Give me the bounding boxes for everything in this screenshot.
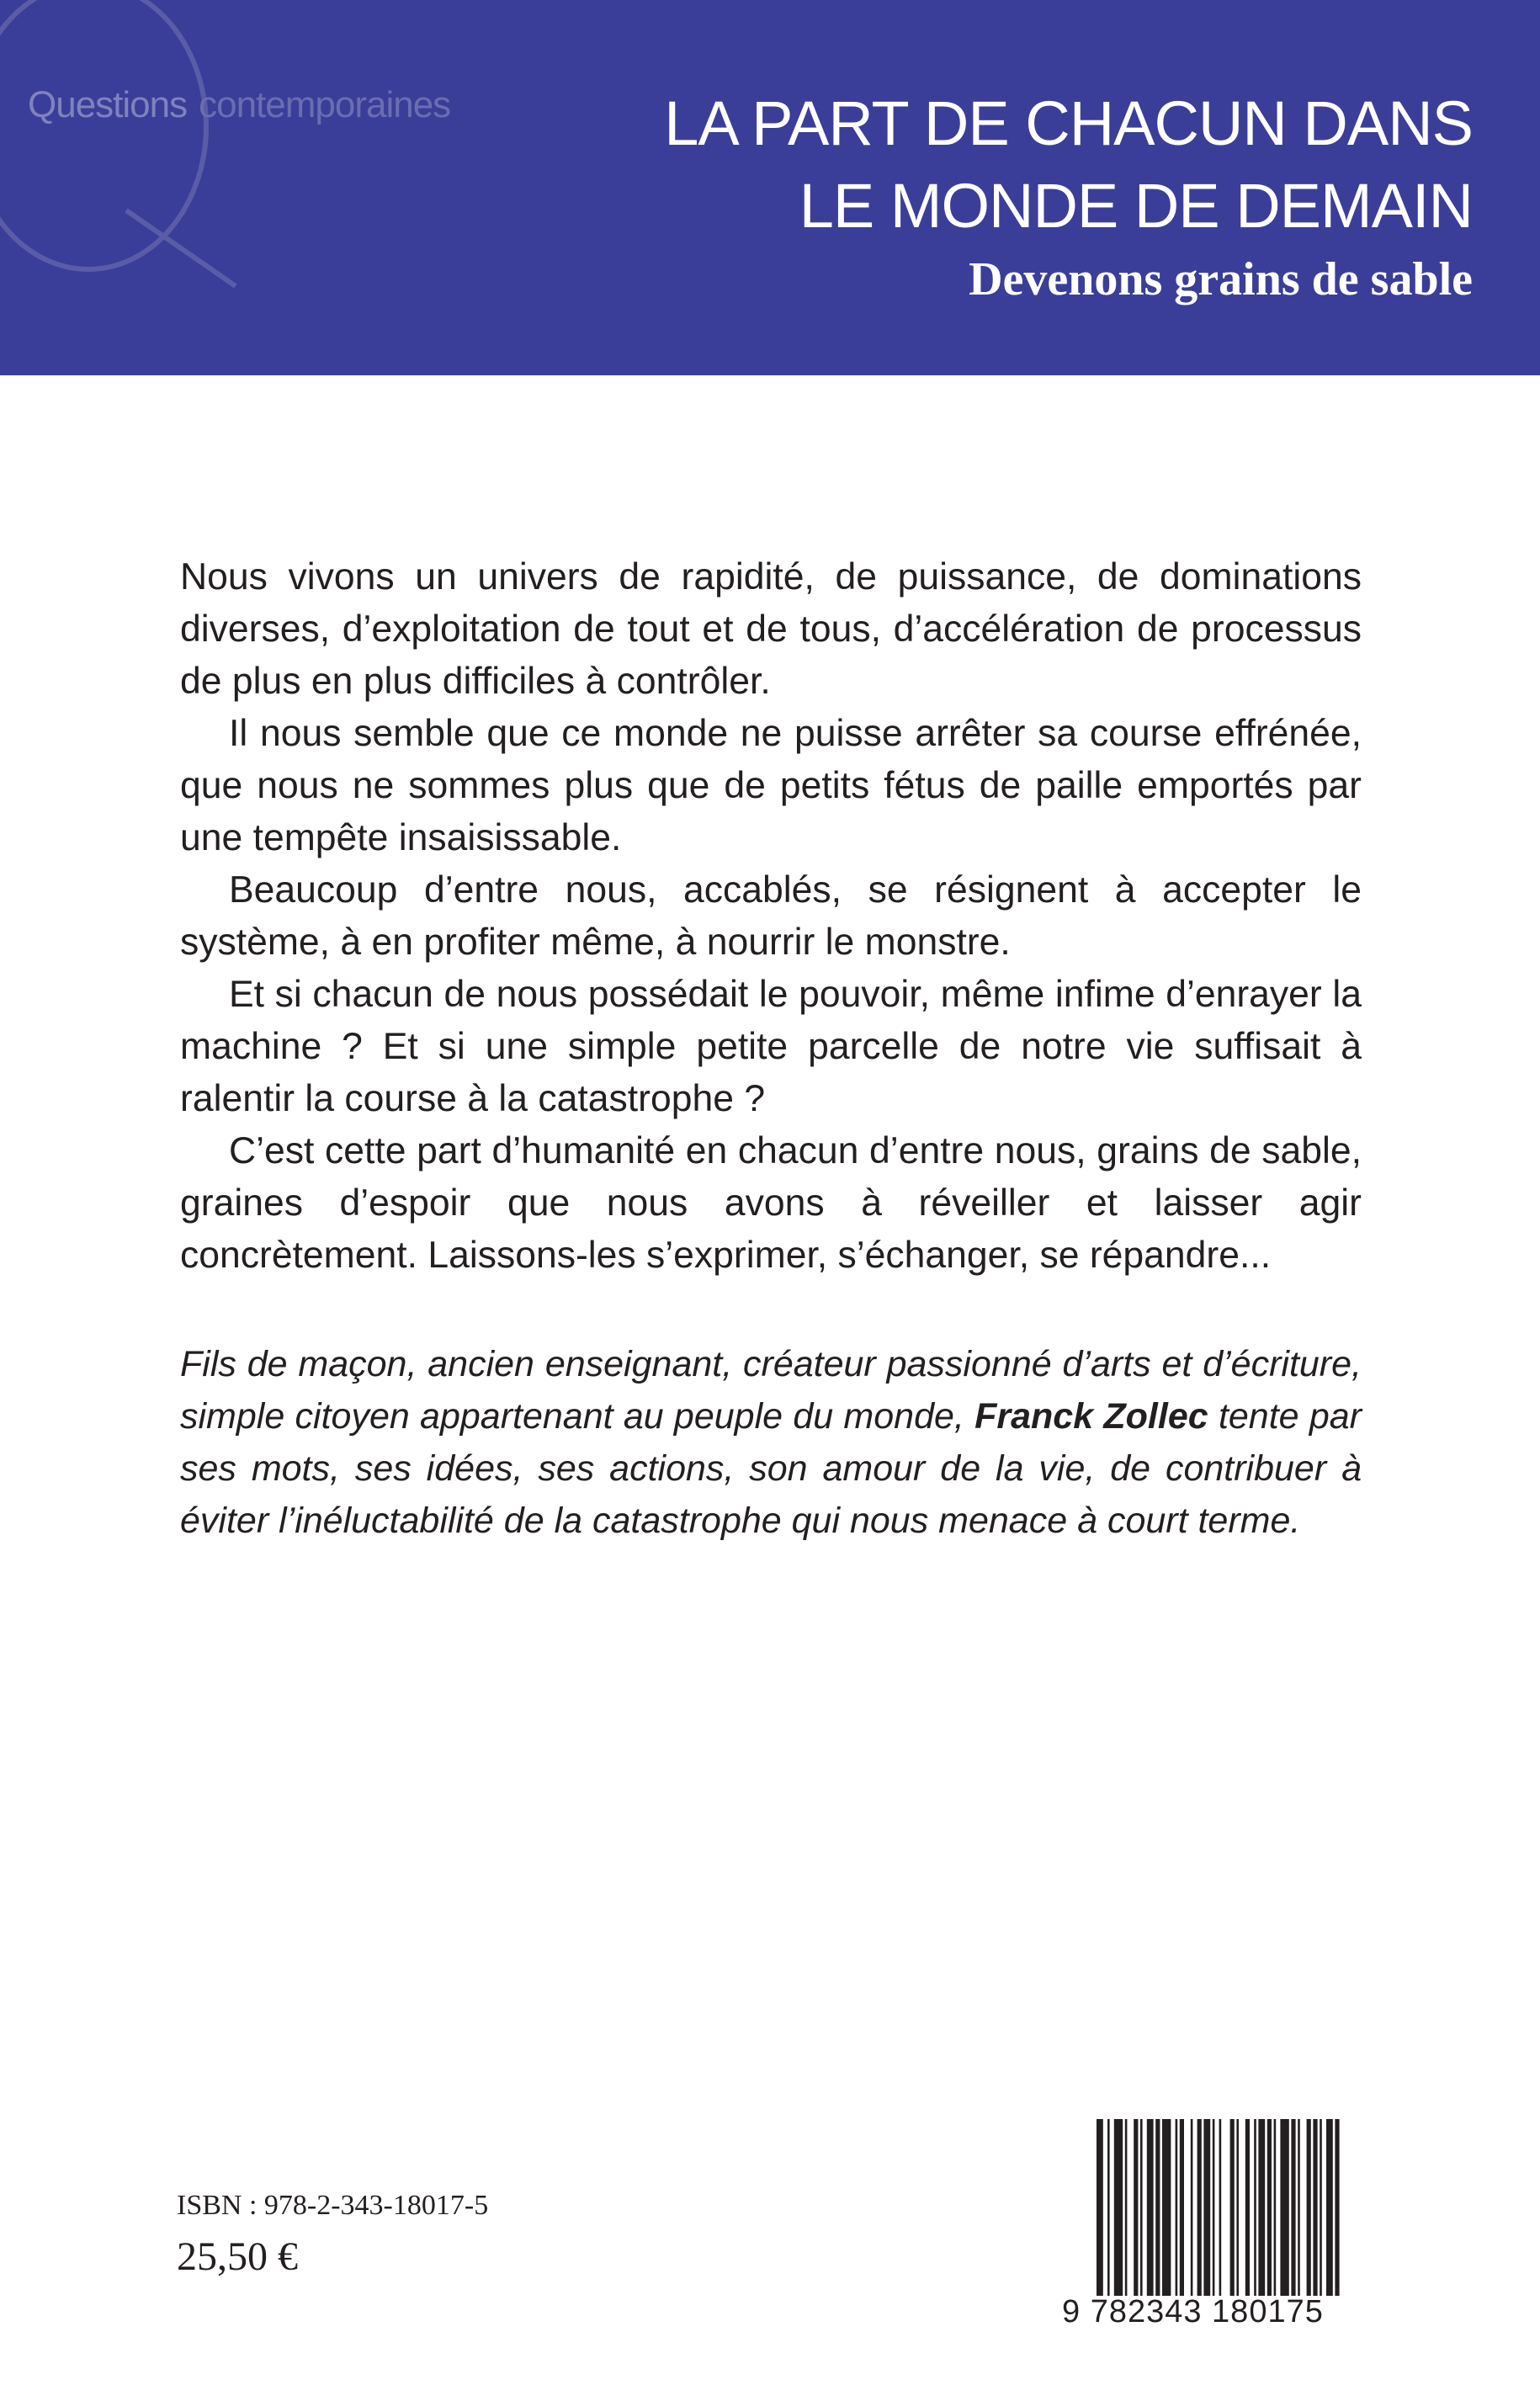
series-name	[28, 84, 450, 126]
book-title	[664, 82, 1473, 247]
barcode-bar	[1176, 2119, 1178, 2296]
barcode-bar	[1267, 2119, 1272, 2296]
title-line-1: LA PART DE CHACUN DANS	[664, 88, 1473, 158]
barcode-bar	[1335, 2119, 1339, 2296]
barcode-bar	[1097, 2119, 1103, 2296]
blurb-paragraph-4: Et si chacun de nous possédait le pouvoir, même infime d’enrayer la machine ? Et si une simple petite parcelle de notre vie suffisait à ralentir la course à la catastrophe ?	[180, 974, 1362, 1119]
blurb-paragraph-5: C’est cette part d’humanité en chacun d’entre nous, grains de sable, graines d’espoir que nous avons à réveiller et laisser agir concrètement. Laissons-les s’exprimer, s’échanger, se répandre...	[180, 1130, 1362, 1276]
bio-text-before: Fils de maçon, ancien enseignant, créateur passionné d’arts et d’écriture, simple citoyen appartenant au peuple du monde,	[180, 1344, 1362, 1437]
barcode-bar	[1230, 2119, 1235, 2296]
blurb-paragraph-1: Nous vivons un univers de rapidité, de puissance, de dominations diverses, d’exploitation de tout et de tous, d’accélération de processus de plus en plus difficiles à contrôler.	[180, 556, 1362, 702]
barcode-bar	[1125, 2119, 1128, 2296]
book-subtitle: Devenons grains de sable	[969, 253, 1473, 305]
barcode-bar	[1258, 2119, 1265, 2296]
barcode-bar	[1274, 2119, 1277, 2296]
barcode-bar	[1203, 2119, 1210, 2296]
bio-text-after: tente par ses mots, ses idées, ses actions, son amour de la vie, de contribuer à éviter l’inéluctabilité de la catastrophe qui nous menace à court terme.	[180, 1396, 1362, 1541]
price-label: 25,50 €	[177, 2234, 298, 2279]
barcode-bar	[1245, 2119, 1250, 2296]
barcode-bar	[1280, 2119, 1288, 2296]
barcode-bar	[1107, 2119, 1110, 2296]
title-line-2: LE MONDE DE DEMAIN	[799, 171, 1473, 241]
barcode-bars	[1097, 2119, 1366, 2296]
barcode-bar	[1326, 2119, 1333, 2296]
barcode-bar	[1254, 2119, 1256, 2296]
barcode-bar	[1219, 2119, 1222, 2296]
barcode-bar	[1191, 2119, 1193, 2296]
barcode-bar	[1114, 2119, 1123, 2296]
barcode-bar	[1162, 2119, 1171, 2296]
barcode-bar	[1291, 2119, 1295, 2296]
barcode-bar	[1134, 2119, 1138, 2296]
barcode-bar	[1155, 2119, 1160, 2296]
barcode-bar	[1140, 2119, 1143, 2296]
barcode-bar	[1298, 2119, 1300, 2296]
barcode-bar	[1197, 2119, 1202, 2296]
q-logo-icon	[0, 0, 252, 303]
barcode-bar	[1307, 2119, 1311, 2296]
barcode	[1059, 2119, 1370, 2319]
barcode-bar	[1313, 2119, 1317, 2296]
barcode-bar	[1320, 2119, 1322, 2296]
barcode-bar	[1213, 2119, 1215, 2296]
blurb-paragraph-3: Beaucoup d’entre nous, accablés, se résignent à accepter le système, à en profiter même, à nourrir le monstre.	[180, 869, 1362, 963]
barcode-number: 9 782343 180175	[1062, 2294, 1324, 2329]
isbn-label: ISBN : 978-2-343-18017-5	[177, 2190, 489, 2221]
author-bio	[180, 1338, 1362, 1547]
barcode-bar	[1147, 2119, 1154, 2296]
blurb-paragraph-2: Il nous semble que ce monde ne puisse arrêter sa course effrénée, que nous ne sommes plus que de petits fétus de paille emportés par une tempête insaisissable.	[180, 713, 1362, 858]
cover-header	[0, 0, 1540, 375]
author-name: Franck Zollec	[974, 1396, 1208, 1437]
series-word-2: contemporaines	[199, 84, 451, 125]
barcode-bar	[1180, 2119, 1184, 2296]
back-cover-blurb	[180, 551, 1362, 1282]
series-word-1: Questions	[28, 84, 188, 125]
barcode-bar	[1236, 2119, 1239, 2296]
